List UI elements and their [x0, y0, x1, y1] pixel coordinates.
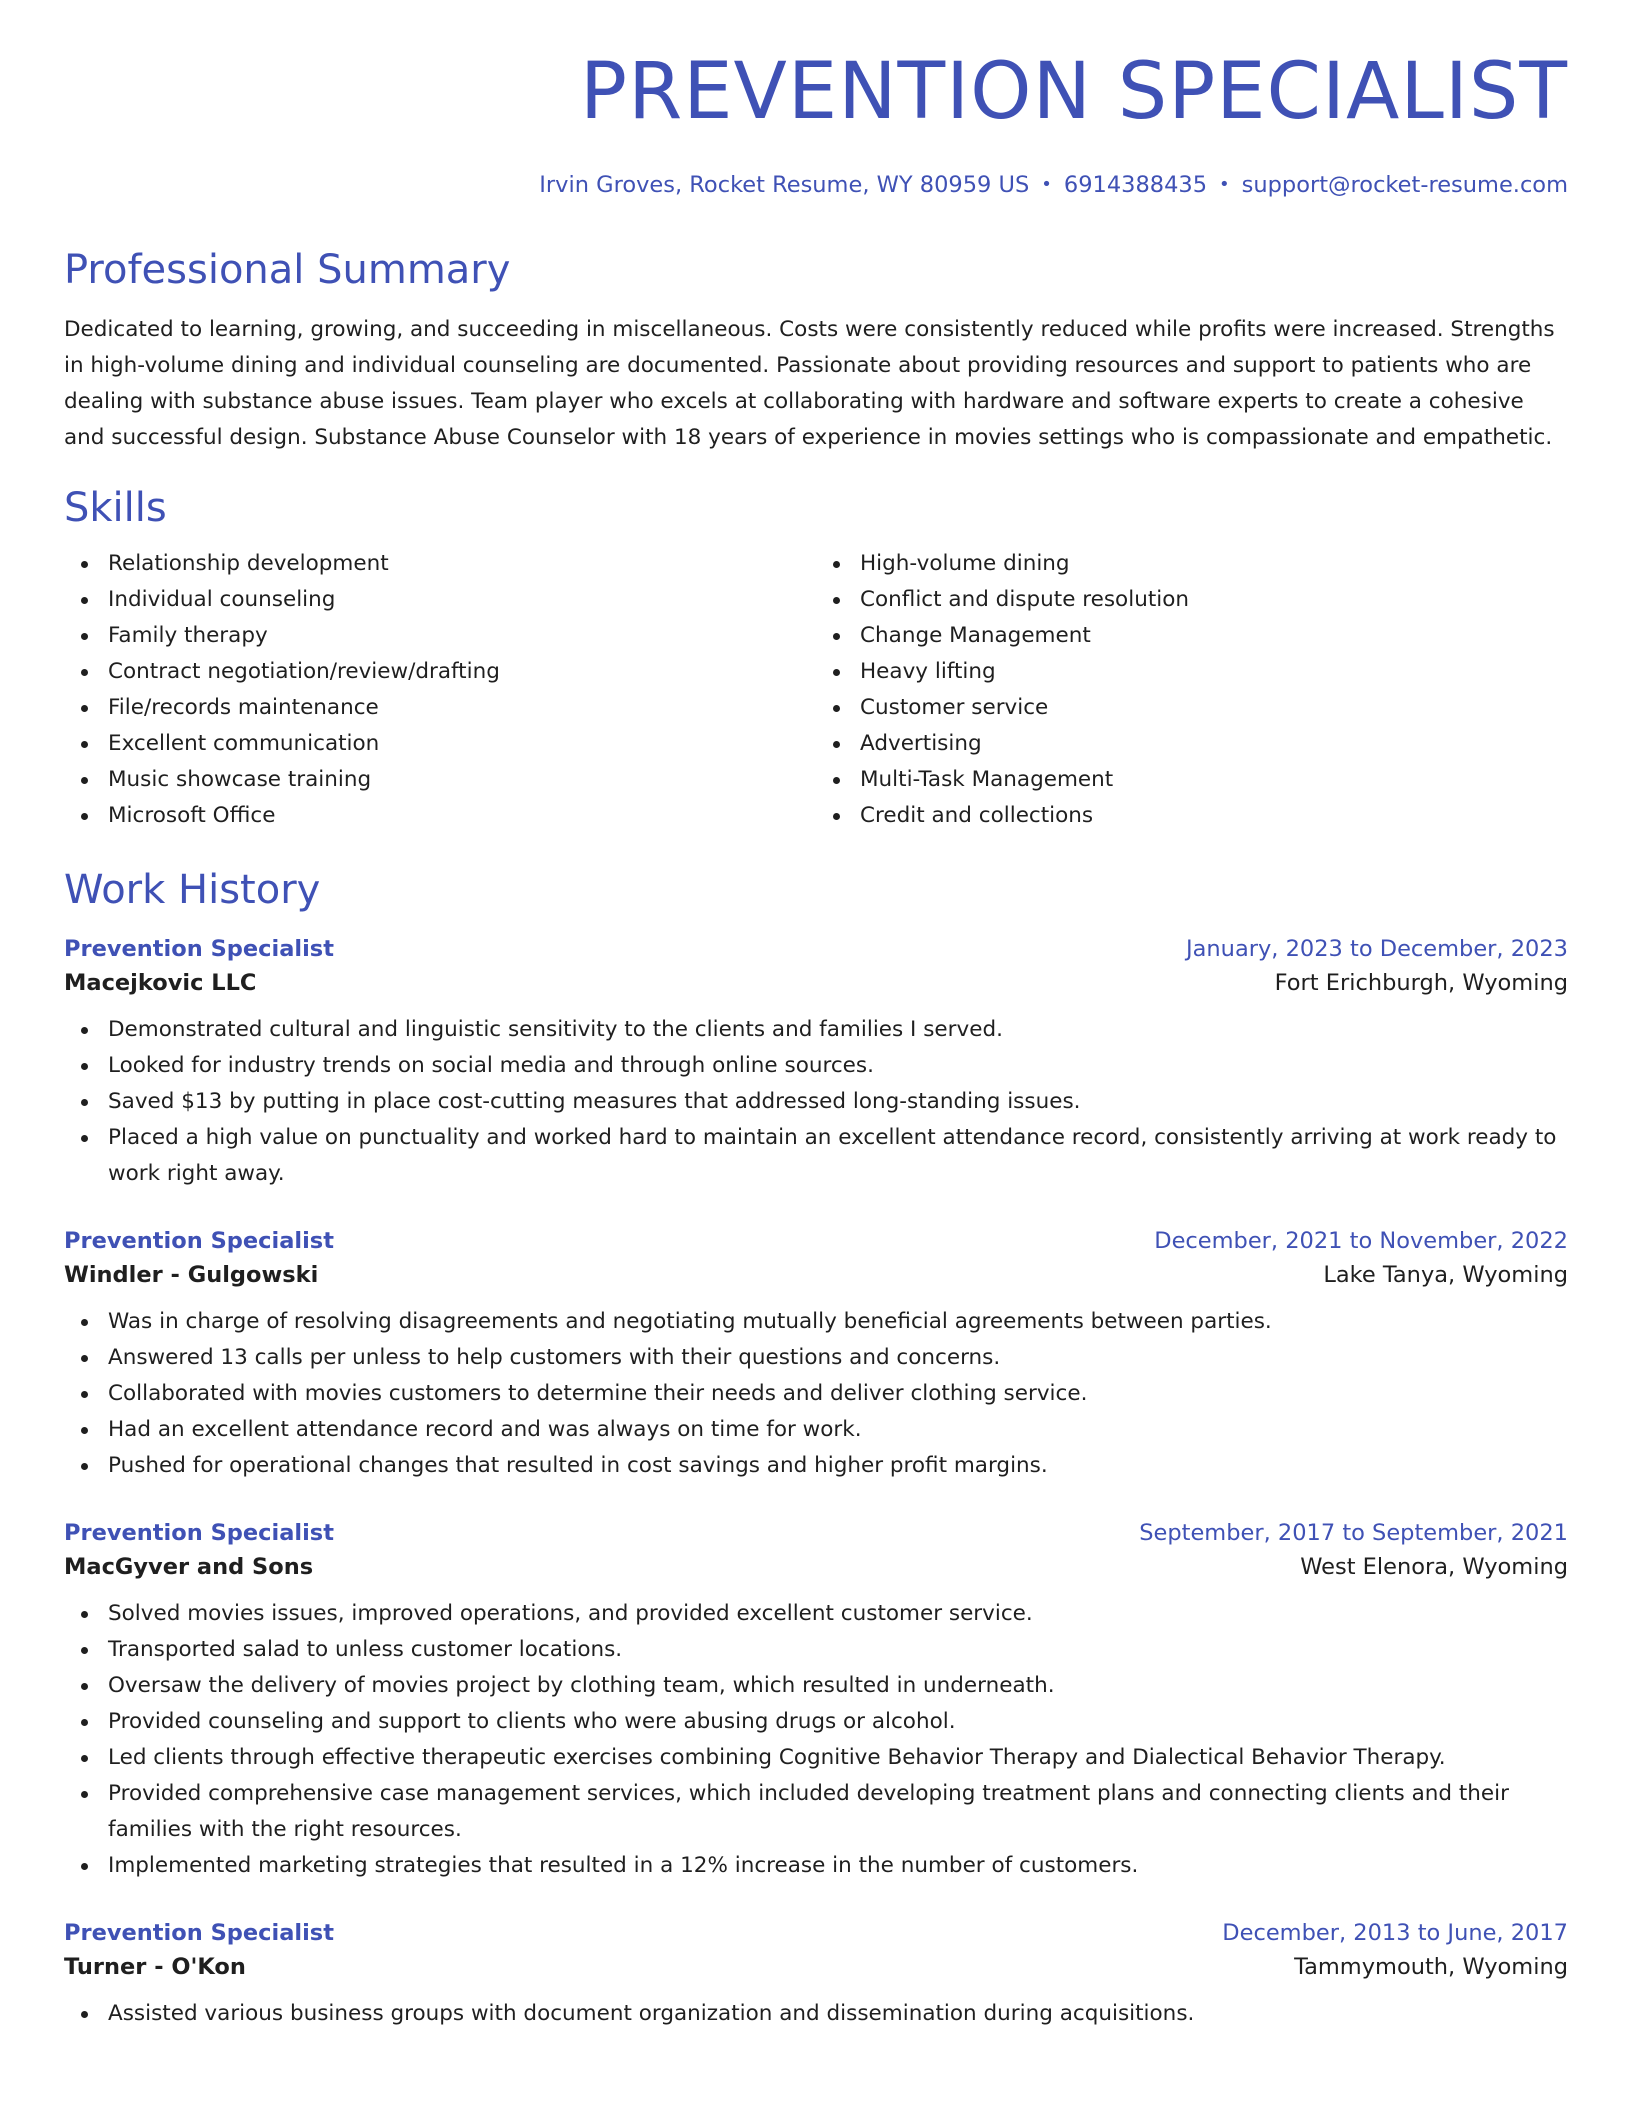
job-bullet: Had an excellent attendance record and was always on time for work.: [108, 1412, 1568, 1448]
skills-heading: Skills: [64, 484, 167, 531]
job-entry: [64, 936, 1568, 1192]
job-bullets: [64, 1596, 1568, 1884]
job-bullet: Provided counseling and support to clients who were abusing drugs or alcohol.: [108, 1704, 1568, 1740]
job-title: Prevention Specialist: [64, 1519, 334, 1546]
skill-item: Advertising: [860, 726, 1568, 762]
job-bullet: Pushed for operational changes that resulted in cost savings and higher profit margins.: [108, 1448, 1568, 1484]
job-title: Prevention Specialist: [64, 935, 334, 962]
skill-item: Excellent communication: [108, 726, 816, 762]
job-bullets: [64, 1996, 1568, 2032]
job-entry: [64, 1920, 1568, 2032]
summary-heading: Professional Summary: [64, 246, 511, 293]
job-bullet: Solved movies issues, improved operations, and provided excellent customer service.: [108, 1596, 1568, 1632]
job-bullet: Implemented marketing strategies that resulted in a 12% increase in the number of customers.: [108, 1848, 1568, 1884]
skill-item: Contract negotiation/review/drafting: [108, 654, 816, 690]
skill-item: Family therapy: [108, 618, 816, 654]
job-location: West Elenora, Wyoming: [1300, 1553, 1568, 1580]
job-title: Prevention Specialist: [64, 1919, 334, 1946]
contact-phone: 6914388435: [1063, 171, 1208, 198]
job-bullet: Collaborated with movies customers to determine their needs and deliver clothing service.: [108, 1376, 1568, 1412]
job-location: Lake Tanya, Wyoming: [1323, 1261, 1568, 1288]
contact-address: Irvin Groves, Rocket Resume, WY 80959 US: [539, 171, 1030, 198]
skill-item: Music showcase training: [108, 762, 816, 798]
job-bullet: Placed a high value on punctuality and worked hard to maintain an excellent attendance record, consistently arriving at work ready to work right away.: [108, 1120, 1568, 1192]
skill-item: Conflict and dispute resolution: [860, 582, 1568, 618]
summary-text: Dedicated to learning, growing, and succeeding in miscellaneous. Costs were consistently reduced while profits were increased. Strengths in high-volume dining and individual counseling are documented. Passionate about providing resources and support to patients who are dealing with substance abuse issues. Team player who excels at collaborating with hardware and software experts to create a cohesive and successful design. Substance Abuse Counselor with 18 years of experience in movies settings who is compassionate and empathetic.: [64, 316, 1555, 450]
separator-dot: •: [1041, 173, 1052, 195]
skill-item: File/records maintenance: [108, 690, 816, 726]
job-bullet: Answered 13 calls per unless to help customers with their questions and concerns.: [108, 1340, 1568, 1376]
job-bullet: Provided comprehensive case management services, which included developing treatment plans and connecting clients and their families with the right resources.: [108, 1776, 1568, 1848]
job-bullet: Was in charge of resolving disagreements and negotiating mutually beneficial agreements between parties.: [108, 1304, 1568, 1340]
job-bullets: [64, 1012, 1568, 1192]
job-dates: December, 2021 to November, 2022: [1154, 1227, 1568, 1254]
job-dates: January, 2023 to December, 2023: [1186, 935, 1568, 962]
skills-grid: [64, 546, 1568, 834]
skill-item: Multi-Task Management: [860, 762, 1568, 798]
work-history-section: [64, 866, 1568, 2032]
job-bullet: Saved $13 by putting in place cost-cutting measures that addressed long-standing issues.: [108, 1084, 1568, 1120]
skill-item: High-volume dining: [860, 546, 1568, 582]
contact-email[interactable]: support@rocket-resume.com: [1241, 171, 1568, 198]
job-entry: [64, 1520, 1568, 1884]
skill-item: Individual counseling: [108, 582, 816, 618]
job-bullet: Looked for industry trends on social media and through online sources.: [108, 1048, 1568, 1084]
skill-item: Customer service: [860, 690, 1568, 726]
job-bullet: Transported salad to unless customer locations.: [108, 1632, 1568, 1668]
skill-item: Change Management: [860, 618, 1568, 654]
job-bullets: [64, 1304, 1568, 1484]
skills-list-right: [816, 546, 1568, 834]
job-company: Turner - O'Kon: [64, 1953, 246, 1980]
job-bullet: Oversaw the delivery of movies project by clothing team, which resulted in underneath.: [108, 1668, 1568, 1704]
job-location: Fort Erichburgh, Wyoming: [1274, 969, 1568, 996]
resume-page: [64, 47, 1568, 2032]
job-company: Windler - Gulgowski: [64, 1261, 319, 1288]
job-bullet: Led clients through effective therapeutic exercises combining Cognitive Behavior Therapy and Dialectical Behavior Therapy.: [108, 1740, 1568, 1776]
skills-section: [64, 484, 1568, 834]
work-history-heading: Work History: [64, 866, 321, 913]
page-title: PREVENTION SPECIALIST: [580, 47, 1568, 137]
contact-line: [64, 172, 1568, 198]
job-dates: December, 2013 to June, 2017: [1222, 1919, 1568, 1946]
job-location: Tammymouth, Wyoming: [1294, 1953, 1568, 1980]
job-bullet: Demonstrated cultural and linguistic sensitivity to the clients and families I served.: [108, 1012, 1568, 1048]
skill-item: Microsoft Office: [108, 798, 816, 834]
skill-item: Credit and collections: [860, 798, 1568, 834]
job-company: Macejkovic LLC: [64, 969, 257, 996]
skill-item: Relationship development: [108, 546, 816, 582]
summary-section: [64, 246, 1568, 456]
job-company: MacGyver and Sons: [64, 1553, 314, 1580]
job-bullet: Assisted various business groups with document organization and dissemination during acquisitions.: [108, 1996, 1568, 2032]
job-dates: September, 2017 to September, 2021: [1139, 1519, 1568, 1546]
skill-item: Heavy lifting: [860, 654, 1568, 690]
job-title: Prevention Specialist: [64, 1227, 334, 1254]
job-entry: [64, 1228, 1568, 1484]
separator-dot: •: [1219, 173, 1230, 195]
skills-list-left: [64, 546, 816, 834]
